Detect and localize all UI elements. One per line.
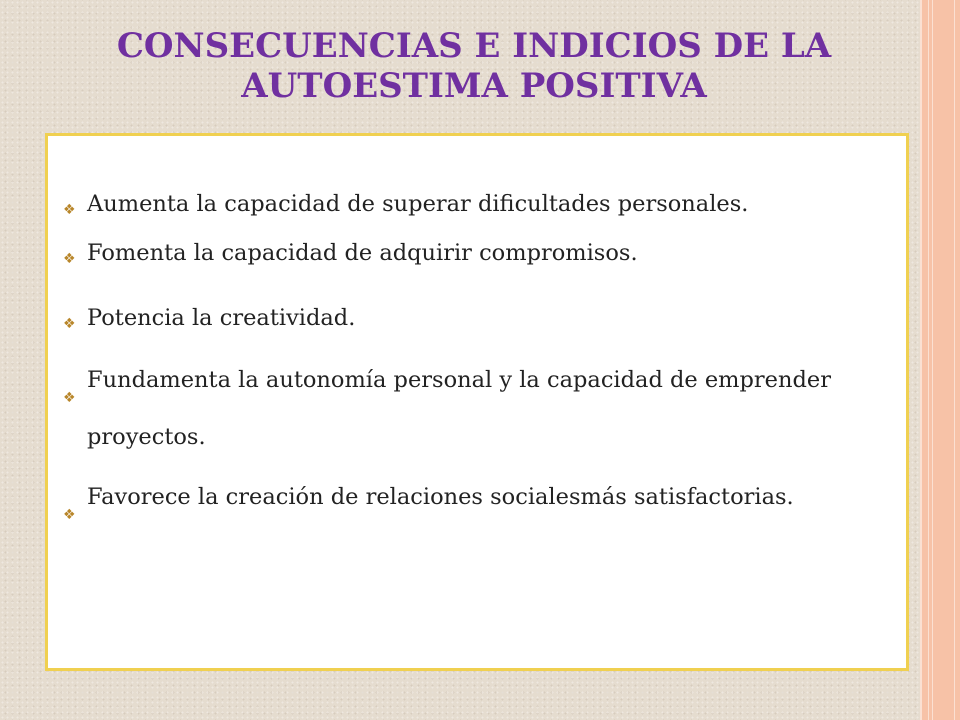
bullet-item [61,469,891,526]
stripe-line [954,0,955,720]
bullet-text: Potencia la creatividad. [87,305,356,331]
bullet-item [61,352,891,466]
diamond-bullet-icon: ❖ [63,390,76,406]
bullet-text: Favorece la creación de relaciones socialesmás satisfactorias. [87,484,794,510]
slide-title-line-1: CONSECUENCIAS E INDICIOS DE LA [116,26,832,66]
bullet-item [61,188,891,220]
diamond-bullet-icon: ❖ [63,316,76,332]
content-box [45,133,909,671]
slide-title-line-2: AUTOESTIMA POSITIVA [241,66,707,106]
bullet-text: Fomenta la capacidad de adquirir compromisos. [87,240,638,266]
bullet-text: Fundamenta la autonomía personal y la capacidad de emprender proyectos. [87,367,831,450]
diamond-bullet-icon: ❖ [63,251,76,267]
stripe-line [928,0,929,720]
bullet-text: Aumenta la capacidad de superar dificultades personales. [87,191,749,217]
diamond-bullet-icon: ❖ [63,507,76,523]
bullet-list [61,188,891,526]
right-decorative-stripe [920,0,960,720]
diamond-bullet-icon: ❖ [63,202,76,218]
bullet-item [61,237,891,269]
slide-title [40,26,908,106]
stripe-line [932,0,933,720]
stripe-line [920,0,922,720]
bullet-item [61,302,891,334]
